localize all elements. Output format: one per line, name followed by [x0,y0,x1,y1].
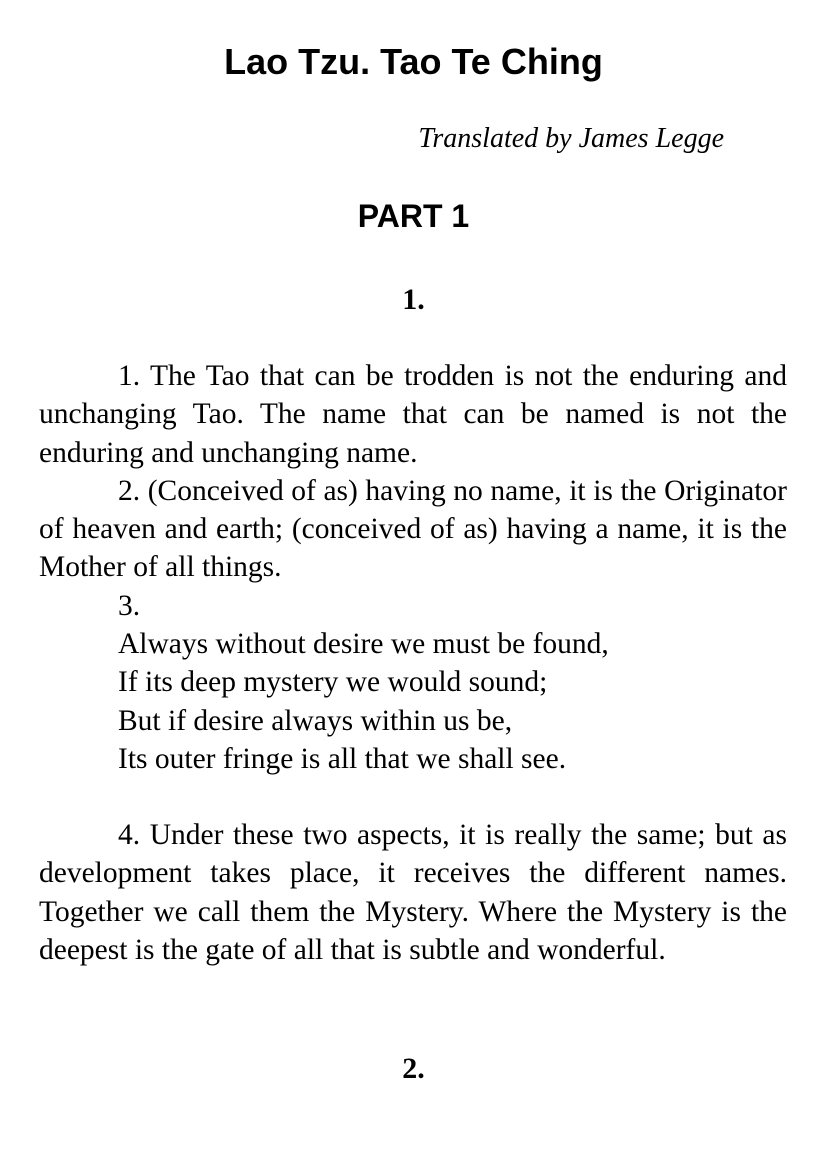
verse-line-3: But if desire always within us be, [118,704,513,737]
chapter-1-heading: 1. [402,283,425,316]
paragraph-1: 1. The Tao that can be trodden is not the enduring and unchanging Tao. The name that can be named is not the enduring and unchanging name. [39,360,787,469]
paragraph-4: 4. Under these two aspects, it is really the same; but as development takes place, it receives the different names. Together we call them the Mystery. Where the Mystery is the deepest is the gate of all that is subtle and wonderful. [39,819,787,966]
book-title: Lao Tzu. Tao Te Ching [224,41,603,82]
chapter-1-closing [39,816,787,969]
verse-line-4: Its outer fringe is all that we shall see. [118,742,567,775]
chapter-2-heading: 2. [402,1052,425,1085]
chapter-1-body [39,357,787,778]
paragraph-2: 2. (Conceived of as) having no name, it is the Originator of heaven and earth; (conceived of as) having a name, it is the Mother of all things. [39,474,787,584]
verse-number: 3. [118,589,141,622]
verse-line-2: If its deep mystery we would sound; [118,666,548,699]
verse-line-1: Always without desire we must be found, [118,628,609,661]
part-heading: PART 1 [357,198,470,234]
translator-credit: Translated by James Legge [418,123,724,154]
